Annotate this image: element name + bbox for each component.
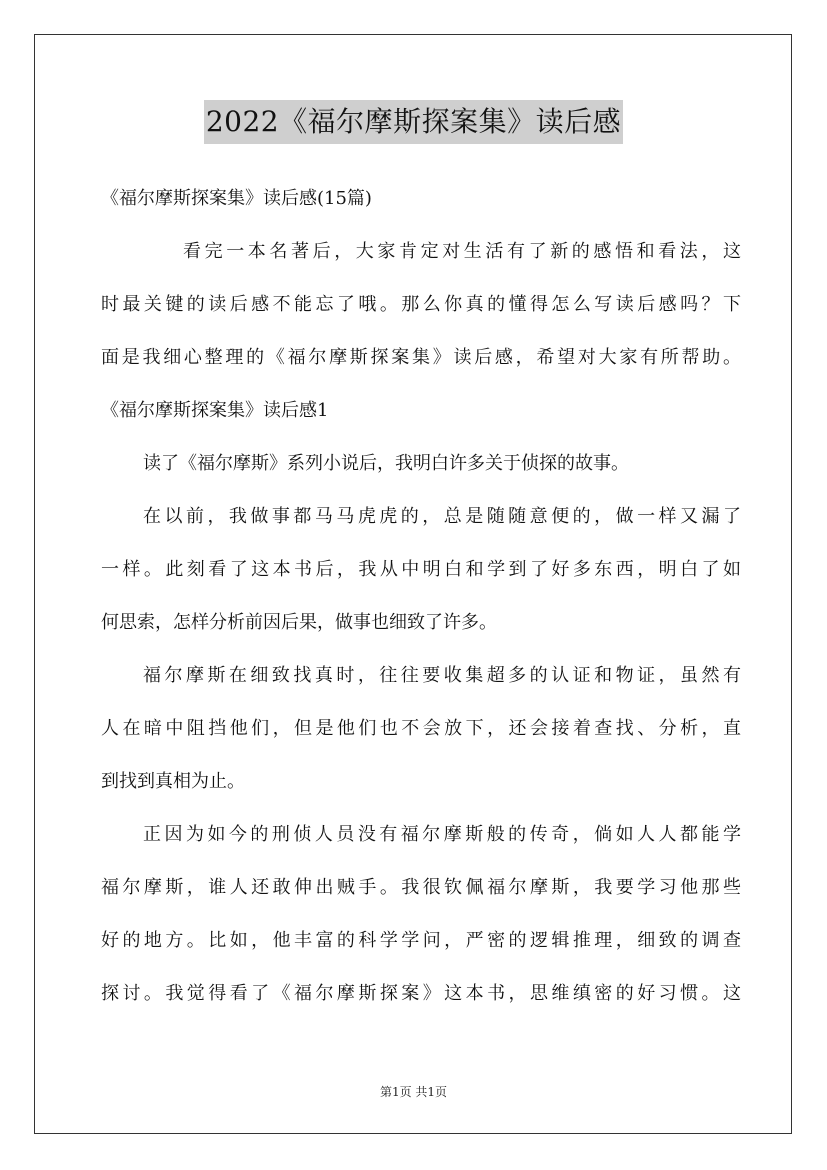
text-line: 何思索，怎样分析前因后果，做事也细致了许多。 bbox=[101, 612, 497, 633]
text-line: 在以前，我做事都马马虎虎的，总是随随意便的，做一样又漏了 bbox=[143, 506, 741, 527]
text-line: 《福尔摩斯探案集》读后感1 bbox=[101, 400, 329, 421]
document-body bbox=[101, 172, 741, 1020]
document-title-container bbox=[0, 100, 827, 144]
text-line: 人在暗中阻挡他们，但是他们也不会放下，还会接着查找、分析，直 bbox=[101, 718, 741, 739]
text-line: 看完一本名著后，大家肯定对生活有了新的感悟和看法，这 bbox=[183, 241, 741, 262]
text-line: 正因为如今的刑侦人员没有福尔摩斯般的传奇，倘如人人都能学 bbox=[143, 824, 741, 845]
page-footer: 第1页 共1页 bbox=[379, 1085, 448, 1099]
text-line: 一样。此刻看了这本书后，我从中明白和学到了好多东西，明白了如 bbox=[101, 559, 741, 580]
text-line: 福尔摩斯在细致找真时，往往要收集超多的认证和物证，虽然有 bbox=[143, 665, 741, 686]
text-line: 到找到真相为止。 bbox=[101, 771, 245, 792]
text-line: 福尔摩斯，谁人还敢伸出贼手。我很钦佩福尔摩斯，我要学习他那些 bbox=[101, 877, 741, 898]
text-line: 好的地方。比如，他丰富的科学学问，严密的逻辑推理，细致的调查 bbox=[101, 930, 741, 951]
document-title: 2022《福尔摩斯探案集》读后感 bbox=[204, 100, 623, 144]
text-line: 《福尔摩斯探案集》读后感(15篇) bbox=[101, 188, 372, 209]
text-line: 面是我细心整理的《福尔摩斯探案集》读后感，希望对大家有所帮助。 bbox=[101, 347, 741, 368]
text-line: 时最关键的读后感不能忘了哦。那么你真的懂得怎么写读后感吗？下 bbox=[101, 294, 741, 315]
text-line: 探讨。我觉得看了《福尔摩斯探案》这本书，思维缜密的好习惯。这 bbox=[101, 983, 741, 1004]
text-line: 读了《福尔摩斯》系列小说后，我明白许多关于侦探的故事。 bbox=[143, 453, 629, 474]
